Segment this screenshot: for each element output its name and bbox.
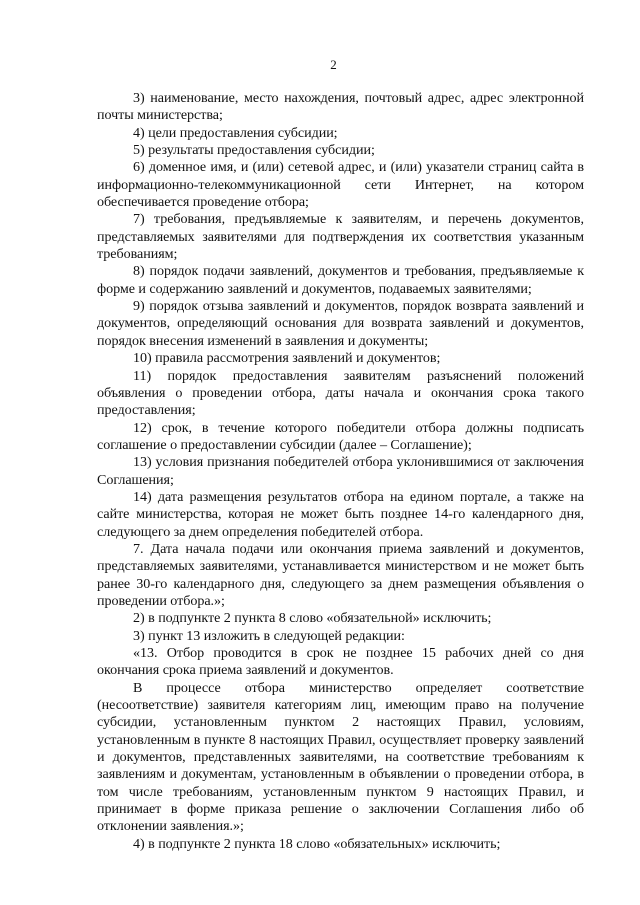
paragraph: 11) порядок предоставления заявителям разъяснений положений объявления о проведении отбора, даты начала и окончания срока такого предоставления;: [97, 367, 584, 419]
paragraph: 2) в подпункте 2 пункта 8 слово «обязательной» исключить;: [133, 610, 492, 627]
paragraph: 6) доменное имя, и (или) сетевой адрес, и (или) указатели страниц сайта в информационно-телекоммуникационной сети Интернет, на котором обеспечивается проведение отбора;: [97, 159, 584, 211]
paragraph: 4) цели предоставления субсидии;: [133, 124, 338, 141]
paragraph: В процессе отбора министерство определяет соответствие (несоответствие) заявителя категориям лиц, имеющим право на получение субсидии, установленным пунктом 2 настоящих Правил, условиям, установленным в пункте 8 настоящих Правил, осуществляет проверку заявлений и документов, представленных заявителями, на соответствие требованиям к заявлениям и документам, установленным в объявлении о проведении отбора, в том числе требованиям, установленным пунктом 9 настоящих Правил, и принимает в форме приказа решение о заключении Соглашения либо об отклонении заявления.»;: [97, 679, 584, 835]
paragraph: 3) наименование, место нахождения, почтовый адрес, адрес электронной почты министерства;: [97, 90, 584, 124]
document-body: [97, 90, 584, 853]
paragraph: 12) срок, в течение которого победители отбора должны подписать соглашение о предоставлении субсидии (далее – Соглашение);: [97, 419, 584, 453]
paragraph: 7) требования, предъявляемые к заявителям, и перечень документов, представляемых заявителями для подтверждения их соответствия указанным требованиям;: [97, 211, 584, 263]
paragraph: 14) дата размещения результатов отбора на едином портале, а также на сайте министерства, которая не может быть позднее 14-го календарного дня, следующего за днем определения победителей отбора.: [97, 488, 584, 540]
paragraph: 8) порядок подачи заявлений, документов и требования, предъявляемые к форме и содержанию заявлений и документов, подаваемых заявителями;: [97, 263, 584, 297]
paragraph: 9) порядок отзыва заявлений и документов, порядок возврата заявлений и документов, определяющий основания для возврата заявлений и документов, порядок внесения изменений в заявления и документы;: [97, 298, 584, 349]
paragraph: 3) пункт 13 изложить в следующей редакции:: [133, 627, 405, 644]
paragraph: 10) правила рассмотрения заявлений и документов;: [133, 350, 441, 367]
paragraph: 5) результаты предоставления субсидии;: [133, 142, 375, 159]
paragraph: 4) в подпункте 2 пункта 18 слово «обязательных» исключить;: [133, 835, 501, 852]
paragraph: «13. Отбор проводится в срок не позднее 15 рабочих дней со дня окончания срока приема заявлений и документов.: [97, 645, 584, 679]
paragraph: 7. Дата начала подачи или окончания приема заявлений и документов, представляемых заявителями, устанавливается министерством и не может быть ранее 30-го календарного дня, следующего за днем размещения объявления о проведении отбора.»;: [97, 540, 584, 609]
page-number: 2: [330, 57, 337, 72]
paragraph: 13) условия признания победителей отбора уклонившимися от заключения Соглашения;: [97, 454, 584, 488]
